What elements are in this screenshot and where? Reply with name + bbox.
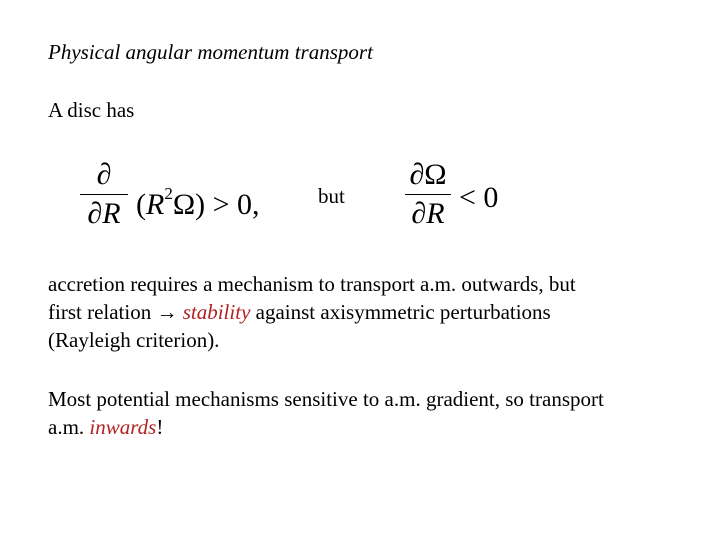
derivative-operator — [80, 158, 128, 231]
right-arrow-icon: → — [156, 300, 178, 324]
paragraph-mechanisms — [48, 385, 708, 441]
connector-text: but — [318, 184, 345, 208]
equation1-expression — [136, 180, 260, 223]
equation-angular-velocity-gradient — [405, 158, 515, 238]
partial-symbol: ∂ — [411, 197, 427, 230]
paragraph2-line2 — [48, 413, 708, 441]
paragraph1-line1: accretion requires a mechanism to transport a.m. outwards, but — [48, 272, 576, 296]
derivative-denominator — [405, 197, 451, 231]
paragraph2-line2-suffix: ! — [156, 415, 164, 439]
paragraph1-line2 — [48, 298, 708, 326]
denominator-variable: R — [426, 197, 445, 230]
paragraph2-line2-prefix: a.m. — [48, 415, 90, 439]
equation1-relation: > 0, — [205, 188, 260, 221]
exponent: 2 — [164, 184, 173, 203]
paragraph1-line3: (Rayleigh criterion). — [48, 328, 220, 352]
fraction-bar — [80, 194, 128, 195]
radius-variable: R — [146, 188, 165, 221]
open-paren: ( — [136, 188, 146, 221]
stability-highlight: stability — [182, 300, 251, 324]
derivative-numerator: ∂Ω — [409, 158, 447, 191]
paragraph2-line1: Most potential mechanisms sensitive to a.m. gradient, so transport — [48, 387, 604, 411]
fraction-bar — [405, 194, 451, 195]
paragraph-accretion — [48, 270, 708, 354]
paragraph1-line2-suffix: against axisymmetric perturbations — [250, 300, 551, 324]
inwards-highlight: inwards — [89, 415, 157, 439]
close-paren: ) — [195, 188, 206, 221]
partial-symbol: ∂ — [87, 197, 103, 230]
derivative-fraction — [405, 158, 451, 231]
slide-title: Physical angular momentum transport — [48, 40, 373, 64]
equation2-relation: < 0 — [459, 181, 499, 214]
derivative-numerator: ∂ — [96, 158, 112, 191]
intro-text: A disc has — [48, 98, 135, 122]
equation-rayleigh — [80, 158, 310, 238]
denominator-variable: R — [102, 197, 121, 230]
omega-symbol: Ω — [172, 188, 196, 221]
paragraph1-line2-prefix: first relation — [48, 300, 157, 324]
derivative-denominator — [80, 197, 128, 231]
